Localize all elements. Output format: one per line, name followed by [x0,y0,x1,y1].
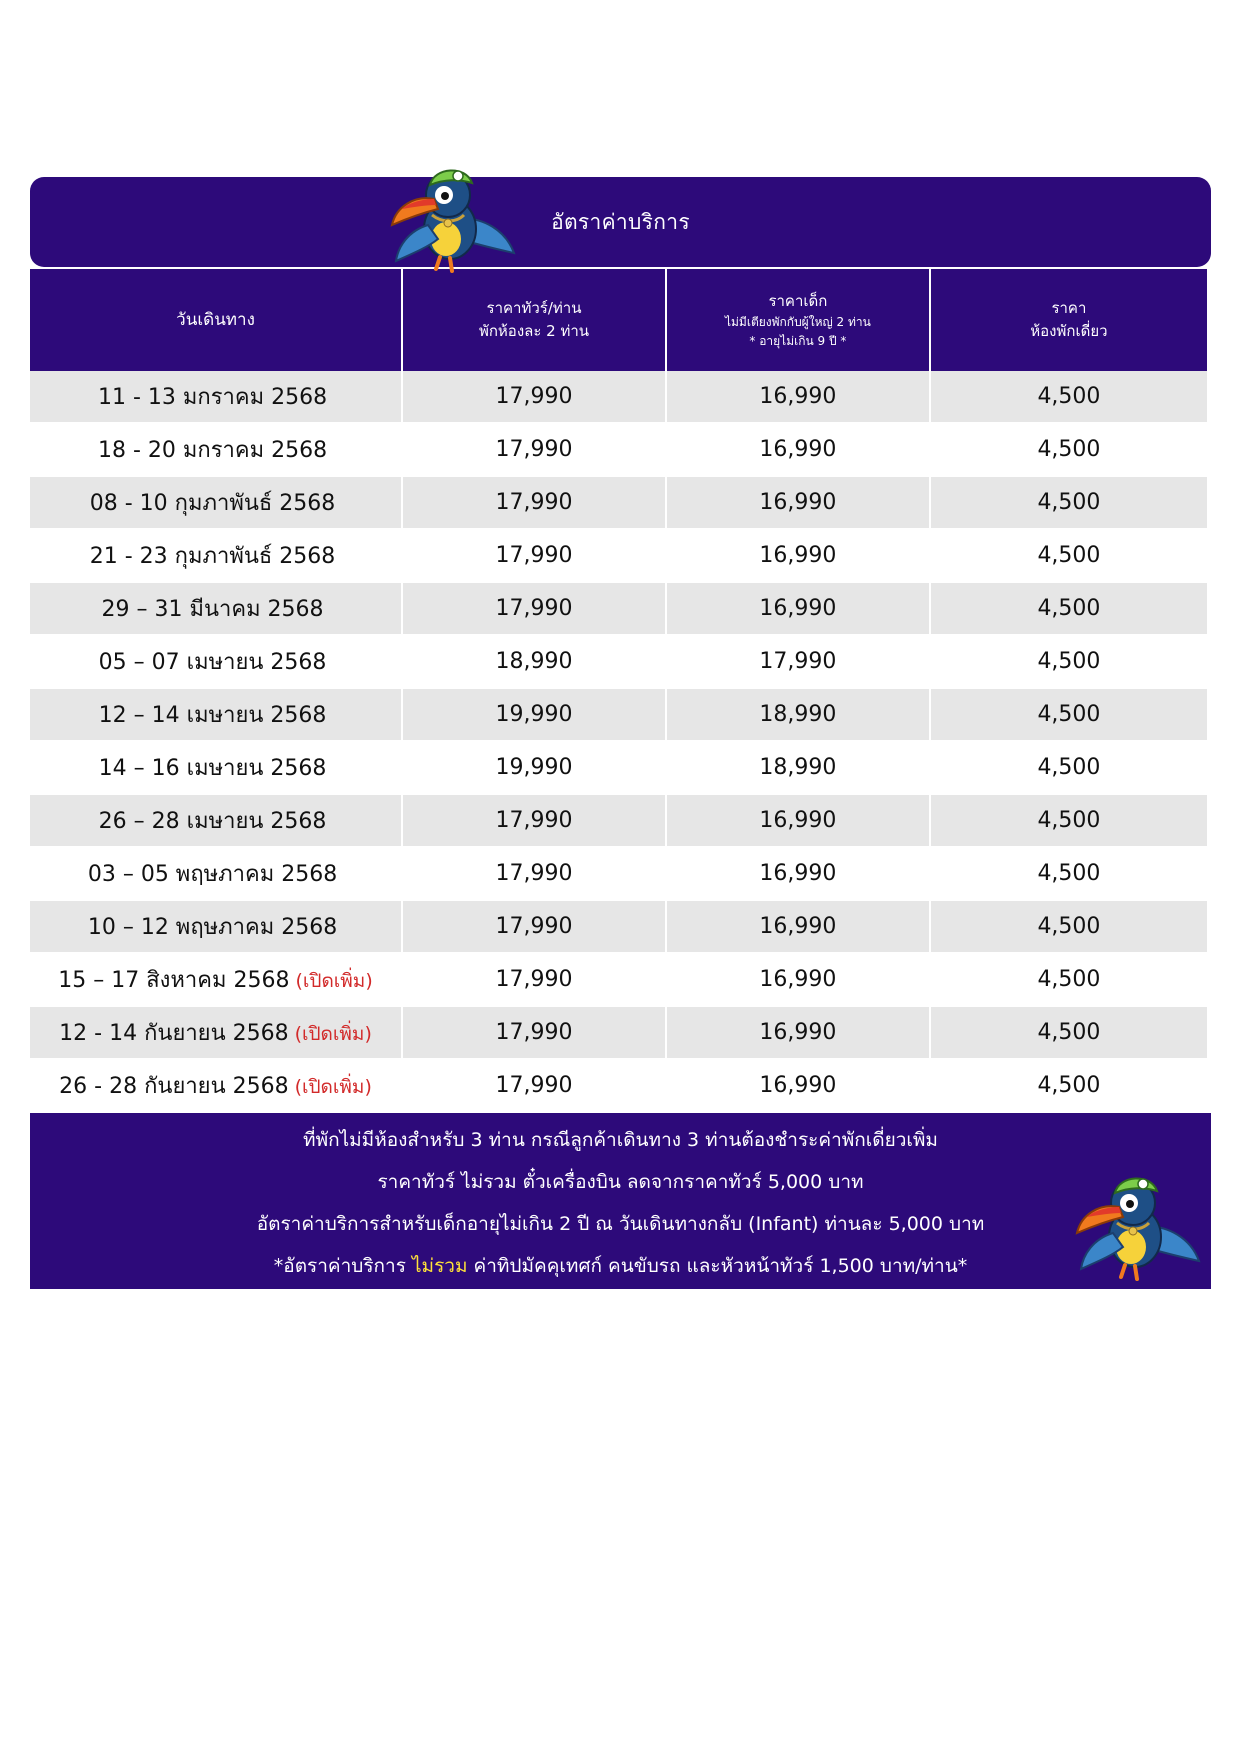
single-room-price: 4,500 [931,636,1207,689]
single-room-price: 4,500 [931,901,1207,954]
extra-departure-tag: (เปิดเพิ่ม) [294,1023,372,1045]
single-room-price: 4,500 [931,1007,1207,1060]
single-room-price: 4,500 [931,954,1207,1007]
adult-price: 17,990 [403,424,665,477]
notes-panel [30,1113,1211,1289]
toucan-mascot-icon [1073,1169,1203,1285]
note-line: ราคาทัวร์ ไม่รวม ตั๋วเครื่องบิน ลดจากราคาทัวร์ 5,000 บาท [377,1171,864,1193]
column-header-child-price: ราคาเด็ก ไม่มีเตียงพักกับผู้ใหญ่ 2 ท่าน * อายุไม่เกิน 9 ปี * [667,269,929,371]
travel-date: 14 – 16 เมษายน 2568 [30,742,401,795]
single-room-price: 4,500 [931,689,1207,742]
table-row [30,371,1207,424]
price-sheet [30,177,1211,1289]
single-room-price: 4,500 [931,477,1207,530]
adult-price: 17,990 [403,371,665,424]
extra-departure-tag: (เปิดเพิ่ม) [295,970,373,992]
adult-price: 18,990 [403,636,665,689]
travel-date: 10 – 12 พฤษภาคม 2568 [30,901,401,954]
child-price: 16,990 [667,901,929,954]
child-price: 18,990 [667,742,929,795]
child-price: 18,990 [667,689,929,742]
toucan-mascot-icon [388,161,518,277]
table-row [30,1007,1207,1060]
single-room-price: 4,500 [931,1060,1207,1113]
travel-date: 12 - 14 กันยายน 2568 (เปิดเพิ่ม) [30,1007,401,1060]
table-row [30,848,1207,901]
child-price: 16,990 [667,583,929,636]
note-prefix: *อัตราค่าบริการ [273,1255,406,1277]
child-price: 17,990 [667,636,929,689]
table-row [30,477,1207,530]
single-room-price: 4,500 [931,371,1207,424]
single-room-price: 4,500 [931,530,1207,583]
table-row [30,583,1207,636]
travel-date: 03 – 05 พฤษภาคม 2568 [30,848,401,901]
adult-price: 17,990 [403,848,665,901]
travel-date: 29 – 31 มีนาคม 2568 [30,583,401,636]
adult-price: 17,990 [403,530,665,583]
note-suffix: ค่าทิปมัคคุเทศก์ คนขับรถ และหัวหน้าทัวร์ 1,500 บาท/ท่าน* [473,1255,968,1277]
travel-date: 15 – 17 สิงหาคม 2568 (เปิดเพิ่ม) [30,954,401,1007]
travel-date: 26 - 28 กันยายน 2568 (เปิดเพิ่ม) [30,1060,401,1113]
table-row [30,901,1207,954]
single-room-price: 4,500 [931,424,1207,477]
table-row [30,424,1207,477]
travel-date: 21 - 23 กุมภาพันธ์ 2568 [30,530,401,583]
single-room-price: 4,500 [931,795,1207,848]
adult-price: 19,990 [403,742,665,795]
adult-price: 17,990 [403,795,665,848]
adult-price: 17,990 [403,1007,665,1060]
adult-price: 17,990 [403,477,665,530]
table-row [30,795,1207,848]
child-price: 16,990 [667,848,929,901]
table-row [30,954,1207,1007]
travel-date: 08 - 10 กุมภาพันธ์ 2568 [30,477,401,530]
table-row [30,689,1207,742]
single-room-price: 4,500 [931,848,1207,901]
child-price: 16,990 [667,371,929,424]
child-price: 16,990 [667,795,929,848]
note-highlight: ไม่รวม [411,1255,468,1277]
travel-date: 05 – 07 เมษายน 2568 [30,636,401,689]
adult-price: 17,990 [403,954,665,1007]
travel-date: 26 – 28 เมษายน 2568 [30,795,401,848]
table-row [30,742,1207,795]
child-price: 16,990 [667,477,929,530]
travel-date: 11 - 13 มกราคม 2568 [30,371,401,424]
column-header-adult-price: ราคาทัวร์/ท่าน พักห้องละ 2 ท่าน [403,269,665,371]
adult-price: 17,990 [403,583,665,636]
child-price: 16,990 [667,424,929,477]
table-row [30,1060,1207,1113]
title-bar [30,177,1211,267]
table-row [30,636,1207,689]
extra-departure-tag: (เปิดเพิ่ม) [294,1076,372,1098]
note-line: ที่พักไม่มีห้องสำหรับ 3 ท่าน กรณีลูกค้าเดินทาง 3 ท่านต้องชำระค่าพักเดี่ยวเพิ่ม [303,1129,938,1151]
single-room-price: 4,500 [931,742,1207,795]
adult-price: 17,990 [403,1060,665,1113]
note-line [30,1245,1211,1287]
single-room-price: 4,500 [931,583,1207,636]
table-row [30,530,1207,583]
adult-price: 19,990 [403,689,665,742]
travel-date: 12 – 14 เมษายน 2568 [30,689,401,742]
adult-price: 17,990 [403,901,665,954]
child-price: 16,990 [667,954,929,1007]
child-price: 16,990 [667,530,929,583]
travel-date: 18 - 20 มกราคม 2568 [30,424,401,477]
child-price: 16,990 [667,1060,929,1113]
column-header-single-room: ราคา ห้องพักเดี่ยว [931,269,1207,371]
column-header-date: วันเดินทาง [30,269,401,371]
table-header-row [30,269,1207,371]
price-table [28,269,1209,1113]
child-price: 16,990 [667,1007,929,1060]
note-line: อัตราค่าบริการสำหรับเด็กอายุไม่เกิน 2 ปี ณ วันเดินทางกลับ (Infant) ท่านละ 5,000 บาท [256,1213,985,1235]
page-title: อัตราค่าบริการ [551,209,690,234]
